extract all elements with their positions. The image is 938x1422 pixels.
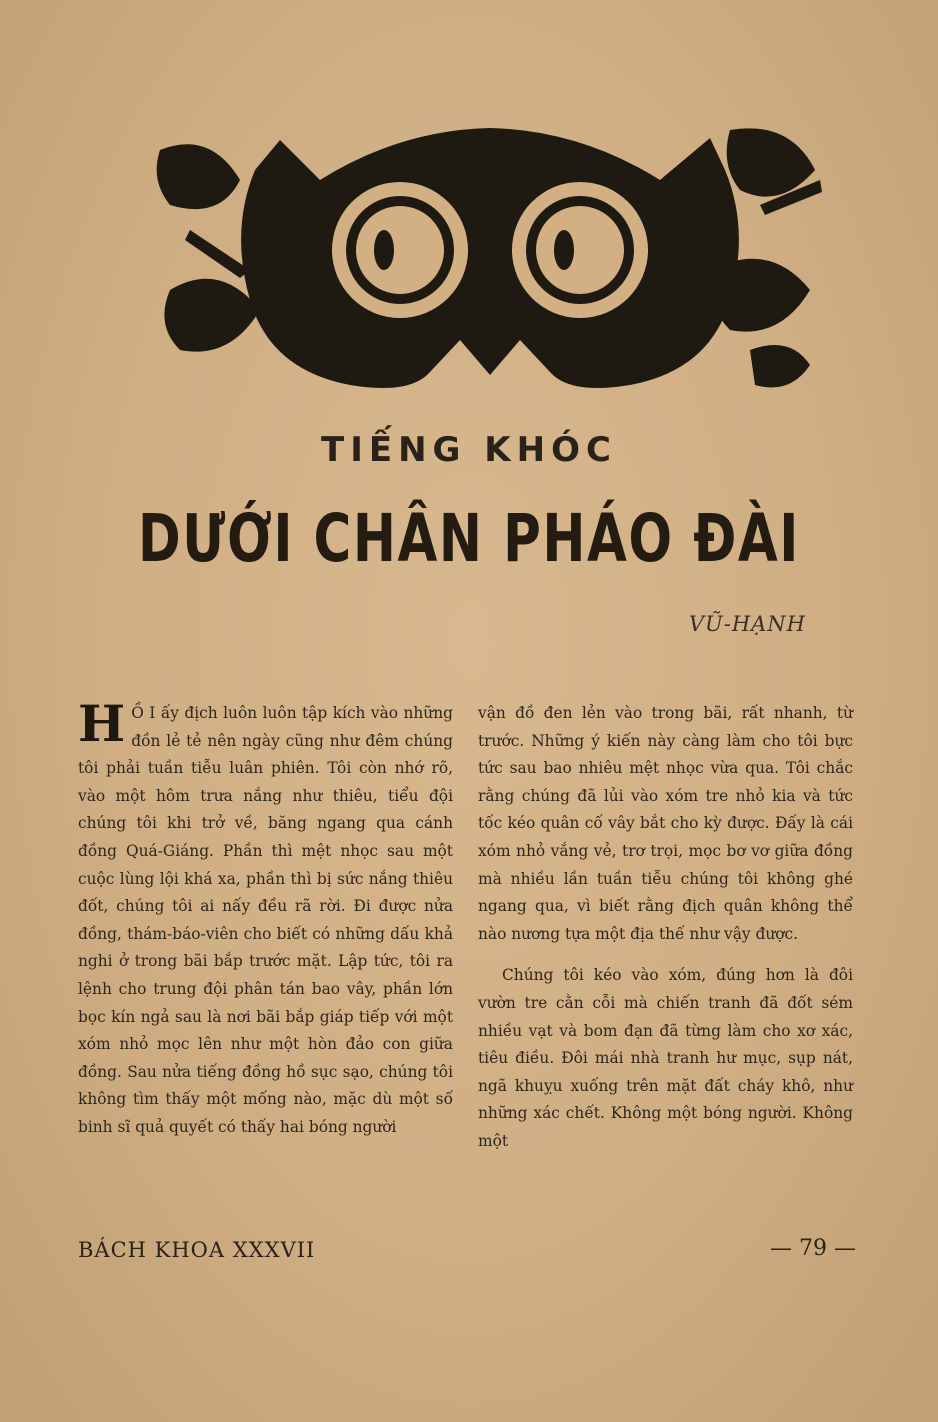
text-column-left	[78, 694, 453, 1156]
text-column-right	[478, 700, 853, 1170]
paragraph: vận đồ đen lẻn vào trong bãi, rất nhanh, từ trước. Những ý kiến này càng làm cho tôi bực tức sau bao nhiêu mệt nhọc vừa qua. Tôi chắc rằng chúng đã lủi vào xóm tre nhỏ kia và tức tốc kéo quân cố vây bắt cho kỳ được. Đấy là cái xóm nhỏ vắng vẻ, trơ trọi, mọc bơ vơ giữa đồng mà nhiều lần tuần tiễu chúng tôi không ghé ngang qua, vì biết rằng địch quân không thể nào nương tựa một địa thế như vậy được.	[478, 704, 853, 943]
paragraph-text: Ồ I ấy địch luôn luôn tập kích vào những đồn lẻ tẻ nên ngày cũng như đêm chúng tôi phải tuần tiễu luân phiên. Tôi còn nhớ rõ, vào một hôm trưa nắng như thiêu, tiểu đội chúng tôi khi trở về, băng ngang qua cánh đồng Quá-Giáng. Phần thì mệt nhọc sau một cuộc lùng lội khá xa, phần thì bị sức nắng thiêu đốt, chúng tôi ai nấy đều rã rời. Đi được nửa đồng, thám-báo-viên cho biết có những dấu khả nghi ở trong bãi bắp trước mặt. Lập tức, tôi ra lệnh cho trung đội phân tán bao vây, phần lớn bọc kín ngả sau là nơi bãi bắp giáp tiếp với một xóm nhỏ mọc lên như một hòn đảo con giữa đồng. Sau nửa tiếng đồng hồ sục sạo, chúng tôi không tìm thấy một mống nào, mặc dù một số binh sĩ quả quyết có thấy hai bóng người	[78, 704, 453, 1136]
magazine-name: BÁCH KHOA XXXVII	[78, 1238, 316, 1262]
page-number: — 79 —	[770, 1236, 856, 1261]
owl-with-leaves-icon	[150, 110, 830, 400]
article-title: DƯỚI CHÂN PHÁO ĐÀI	[137, 500, 801, 577]
article-author: VŨ-HẠNH	[688, 612, 806, 636]
article-subtitle: TIẾNG KHÓC	[321, 430, 617, 470]
paragraph	[78, 694, 453, 1142]
drop-cap: H	[78, 694, 126, 753]
paragraph: Chúng tôi kéo vào xóm, đúng hơn là đôi vườn tre cằn cỗi mà chiến tranh đã đốt sém nhiều vạt và bom đạn đã từng làm cho xơ xác, tiêu điều. Đôi mái nhà tranh hư mục, sụp nát, ngã khuỵu xuống trên mặt đất cháy khô, như những xác chết. Không một bóng người. Không một	[478, 966, 853, 1150]
